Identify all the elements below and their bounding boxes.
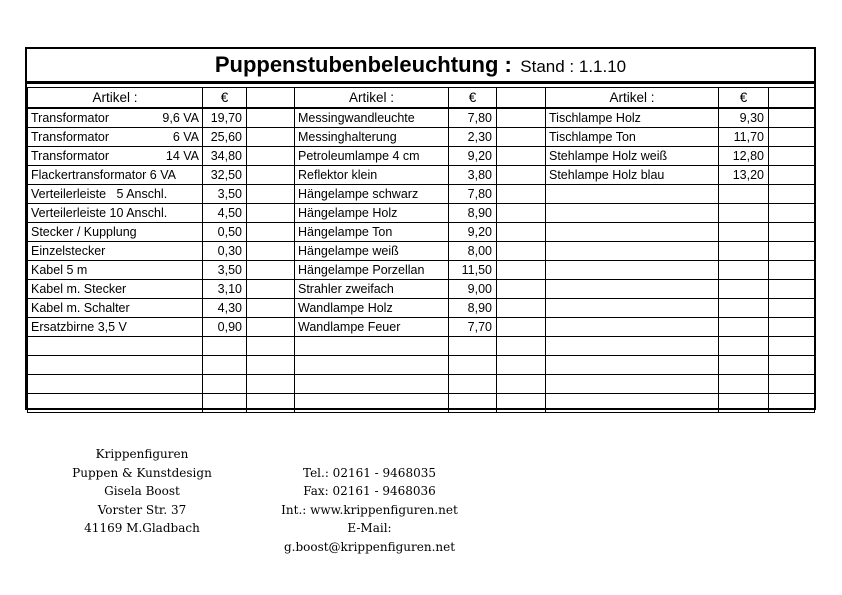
blank-cell [247, 318, 295, 337]
company-line: Krippenfiguren [95, 447, 189, 461]
article-spec: 14 VA [165, 148, 199, 163]
article-name-cell: Flackertransformator 6 VA [28, 166, 203, 185]
article-name-cell [546, 185, 719, 204]
table-row [28, 318, 815, 337]
price-cell [203, 337, 247, 356]
price-cell [719, 375, 769, 394]
article-name-cell: Tischlampe Holz [546, 108, 719, 128]
price-cell [449, 394, 497, 413]
price-cell: 19,70 [203, 108, 247, 128]
article-name-cell: Tischlampe Ton [546, 128, 719, 147]
article-name-cell [546, 299, 719, 318]
price-cell: 9,00 [449, 280, 497, 299]
blank-cell [769, 318, 815, 337]
price-cell: 0,30 [203, 242, 247, 261]
table-body [28, 108, 815, 413]
article-name-cell [546, 394, 719, 413]
blank-cell [247, 147, 295, 166]
blank-cell [497, 280, 546, 299]
blank-cell [769, 166, 815, 185]
article-header-1: Artikel : [28, 88, 203, 109]
price-cell [449, 356, 497, 375]
article-name-cell: Hängelampe Holz [295, 204, 449, 223]
blank-cell [497, 166, 546, 185]
price-cell [719, 204, 769, 223]
article-name-cell: Hängelampe Porzellan [295, 261, 449, 280]
article-name-cell: Stehlampe Holz weiß [546, 147, 719, 166]
blank-cell [497, 147, 546, 166]
price-cell [203, 375, 247, 394]
table-row [28, 375, 815, 394]
price-cell [203, 356, 247, 375]
page-title: Puppenstubenbeleuchtung : [214, 52, 512, 77]
price-header-3: € [719, 88, 769, 109]
price-cell [719, 223, 769, 242]
title-bar [27, 49, 814, 84]
price-cell [719, 356, 769, 375]
phone-line: Tel.: 02161 - 9468035 [303, 465, 436, 480]
price-cell: 11,50 [449, 261, 497, 280]
article-name-cell: Hängelampe Ton [295, 223, 449, 242]
blank-cell [497, 299, 546, 318]
article-name-cell: Stehlampe Holz blau [546, 166, 719, 185]
website-link[interactable]: Int.: www.krippenfiguren.net [281, 502, 458, 517]
blank-cell [769, 223, 815, 242]
table-row [28, 280, 815, 299]
blank-cell [247, 280, 295, 299]
blank-cell [769, 299, 815, 318]
price-cell [449, 337, 497, 356]
table-row [28, 337, 815, 356]
company-line: Puppen & Kunstdesign [72, 465, 212, 480]
price-cell: 7,70 [449, 318, 497, 337]
blank-cell [247, 356, 295, 375]
table-row [28, 128, 815, 147]
blank-cell [769, 147, 815, 166]
company-address [72, 445, 212, 538]
article-name-cell: Verteilerleiste 5 Anschl. [28, 185, 203, 204]
blank-cell [769, 337, 815, 356]
article-name-cell [295, 337, 449, 356]
article-name: Transformator [31, 129, 110, 144]
article-name-cell: Verteilerleiste 10 Anschl. [28, 204, 203, 223]
article-name-cell: Kabel m. Schalter [28, 299, 203, 318]
blank-cell [769, 394, 815, 413]
article-name-cell: Petroleumlampe 4 cm [295, 147, 449, 166]
article-name-cell [28, 394, 203, 413]
price-cell [719, 261, 769, 280]
price-cell: 0,50 [203, 223, 247, 242]
blank-cell [247, 242, 295, 261]
article-name-cell [546, 375, 719, 394]
blank-cell [497, 337, 546, 356]
blank-cell [497, 185, 546, 204]
price-cell: 25,60 [203, 128, 247, 147]
blank-cell [497, 223, 546, 242]
price-cell [719, 242, 769, 261]
contact-info [262, 464, 477, 557]
blank-cell [497, 318, 546, 337]
blank-cell [769, 261, 815, 280]
price-cell: 8,90 [449, 204, 497, 223]
price-cell: 3,50 [203, 185, 247, 204]
company-line: Gisela Boost [104, 484, 180, 498]
article-name-cell [28, 337, 203, 356]
article-name-cell [28, 375, 203, 394]
article-header-2: Artikel : [295, 88, 449, 109]
article-name-cell: Wandlampe Holz [295, 299, 449, 318]
price-cell: 4,50 [203, 204, 247, 223]
price-cell: 7,80 [449, 185, 497, 204]
article-name-cell [28, 147, 203, 166]
article-spec: 9,6 VA [162, 110, 199, 125]
table-row [28, 108, 815, 128]
price-cell: 8,90 [449, 299, 497, 318]
article-name-cell [28, 108, 203, 128]
blank-cell [247, 128, 295, 147]
article-name-cell: Hängelampe weiß [295, 242, 449, 261]
price-cell [719, 185, 769, 204]
article-name-cell [295, 375, 449, 394]
article-name: Transformator [31, 110, 110, 125]
table-row [28, 204, 815, 223]
price-cell [203, 394, 247, 413]
price-cell: 12,80 [719, 147, 769, 166]
price-cell [719, 337, 769, 356]
blank-cell [247, 204, 295, 223]
blank-cell [247, 375, 295, 394]
price-cell: 11,70 [719, 128, 769, 147]
blank-cell [769, 128, 815, 147]
price-cell: 7,80 [449, 108, 497, 128]
price-cell [449, 375, 497, 394]
article-name-cell [546, 204, 719, 223]
table-row [28, 394, 815, 413]
price-cell: 3,10 [203, 280, 247, 299]
price-cell: 0,90 [203, 318, 247, 337]
price-cell [719, 394, 769, 413]
spacer-header-1 [247, 88, 295, 109]
price-cell: 4,30 [203, 299, 247, 318]
table-row [28, 242, 815, 261]
blank-cell [247, 223, 295, 242]
price-cell [719, 318, 769, 337]
article-name-cell [546, 356, 719, 375]
article-name-cell [28, 128, 203, 147]
company-line: Vorster Str. 37 [97, 502, 187, 517]
fax-line: Fax: 02161 - 9468036 [303, 484, 436, 498]
price-cell: 32,50 [203, 166, 247, 185]
article-spec: 6 VA [172, 129, 199, 144]
price-cell: 2,30 [449, 128, 497, 147]
blank-cell [247, 108, 295, 128]
blank-cell [247, 166, 295, 185]
article-name-cell [28, 356, 203, 375]
price-cell: 34,80 [203, 147, 247, 166]
price-cell: 9,20 [449, 147, 497, 166]
article-name-cell [546, 337, 719, 356]
table-row [28, 299, 815, 318]
blank-cell [497, 261, 546, 280]
article-name-cell: Ersatzbirne 3,5 V [28, 318, 203, 337]
article-name-cell: Reflektor klein [295, 166, 449, 185]
article-name-cell: Hängelampe schwarz [295, 185, 449, 204]
blank-cell [497, 204, 546, 223]
blank-cell [769, 242, 815, 261]
price-cell: 9,20 [449, 223, 497, 242]
article-header-3: Artikel : [546, 88, 719, 109]
article-name-cell [546, 223, 719, 242]
table-row [28, 185, 815, 204]
blank-cell [769, 356, 815, 375]
article-name-cell: Messingwandleuchte [295, 108, 449, 128]
blank-cell [247, 185, 295, 204]
price-cell [719, 299, 769, 318]
blank-cell [497, 128, 546, 147]
blank-cell [769, 185, 815, 204]
company-line: 41169 M.Gladbach [84, 521, 200, 535]
table-row [28, 261, 815, 280]
blank-cell [769, 375, 815, 394]
price-cell: 3,80 [449, 166, 497, 185]
article-name-cell: Einzelstecker [28, 242, 203, 261]
table-row [28, 147, 815, 166]
blank-cell [497, 375, 546, 394]
blank-cell [247, 337, 295, 356]
blank-cell [247, 261, 295, 280]
article-name-cell: Wandlampe Feuer [295, 318, 449, 337]
spacer-header-2 [497, 88, 546, 109]
price-cell: 3,50 [203, 261, 247, 280]
blank-cell [247, 299, 295, 318]
email-link[interactable]: E-Mail: g.boost@krippenfiguren.net [283, 521, 456, 554]
blank-cell [769, 280, 815, 299]
blank-cell [247, 394, 295, 413]
article-name-cell [546, 280, 719, 299]
price-cell: 8,00 [449, 242, 497, 261]
blank-cell [497, 108, 546, 128]
article-name-cell [546, 261, 719, 280]
price-header-2: € [449, 88, 497, 109]
article-name-cell [546, 242, 719, 261]
spacer-header-3 [769, 88, 815, 109]
stand-date: Stand : 1.1.10 [520, 57, 627, 76]
article-name: Transformator [31, 148, 110, 163]
blank-cell [497, 394, 546, 413]
article-name-cell [546, 318, 719, 337]
blank-cell [497, 242, 546, 261]
article-name-cell: Kabel 5 m [28, 261, 203, 280]
article-name-cell: Strahler zweifach [295, 280, 449, 299]
price-table [27, 87, 815, 413]
article-name-cell: Kabel m. Stecker [28, 280, 203, 299]
blank-cell [769, 204, 815, 223]
table-header-row [28, 88, 815, 109]
article-name-cell: Stecker / Kupplung [28, 223, 203, 242]
article-name-cell [295, 356, 449, 375]
blank-cell [769, 108, 815, 128]
price-cell [719, 280, 769, 299]
table-row [28, 356, 815, 375]
article-name-cell [295, 394, 449, 413]
price-cell: 13,20 [719, 166, 769, 185]
price-cell: 9,30 [719, 108, 769, 128]
price-header-1: € [203, 88, 247, 109]
table-row [28, 166, 815, 185]
article-name-cell: Messinghalterung [295, 128, 449, 147]
table-row [28, 223, 815, 242]
blank-cell [497, 356, 546, 375]
price-list-sheet [25, 47, 816, 410]
